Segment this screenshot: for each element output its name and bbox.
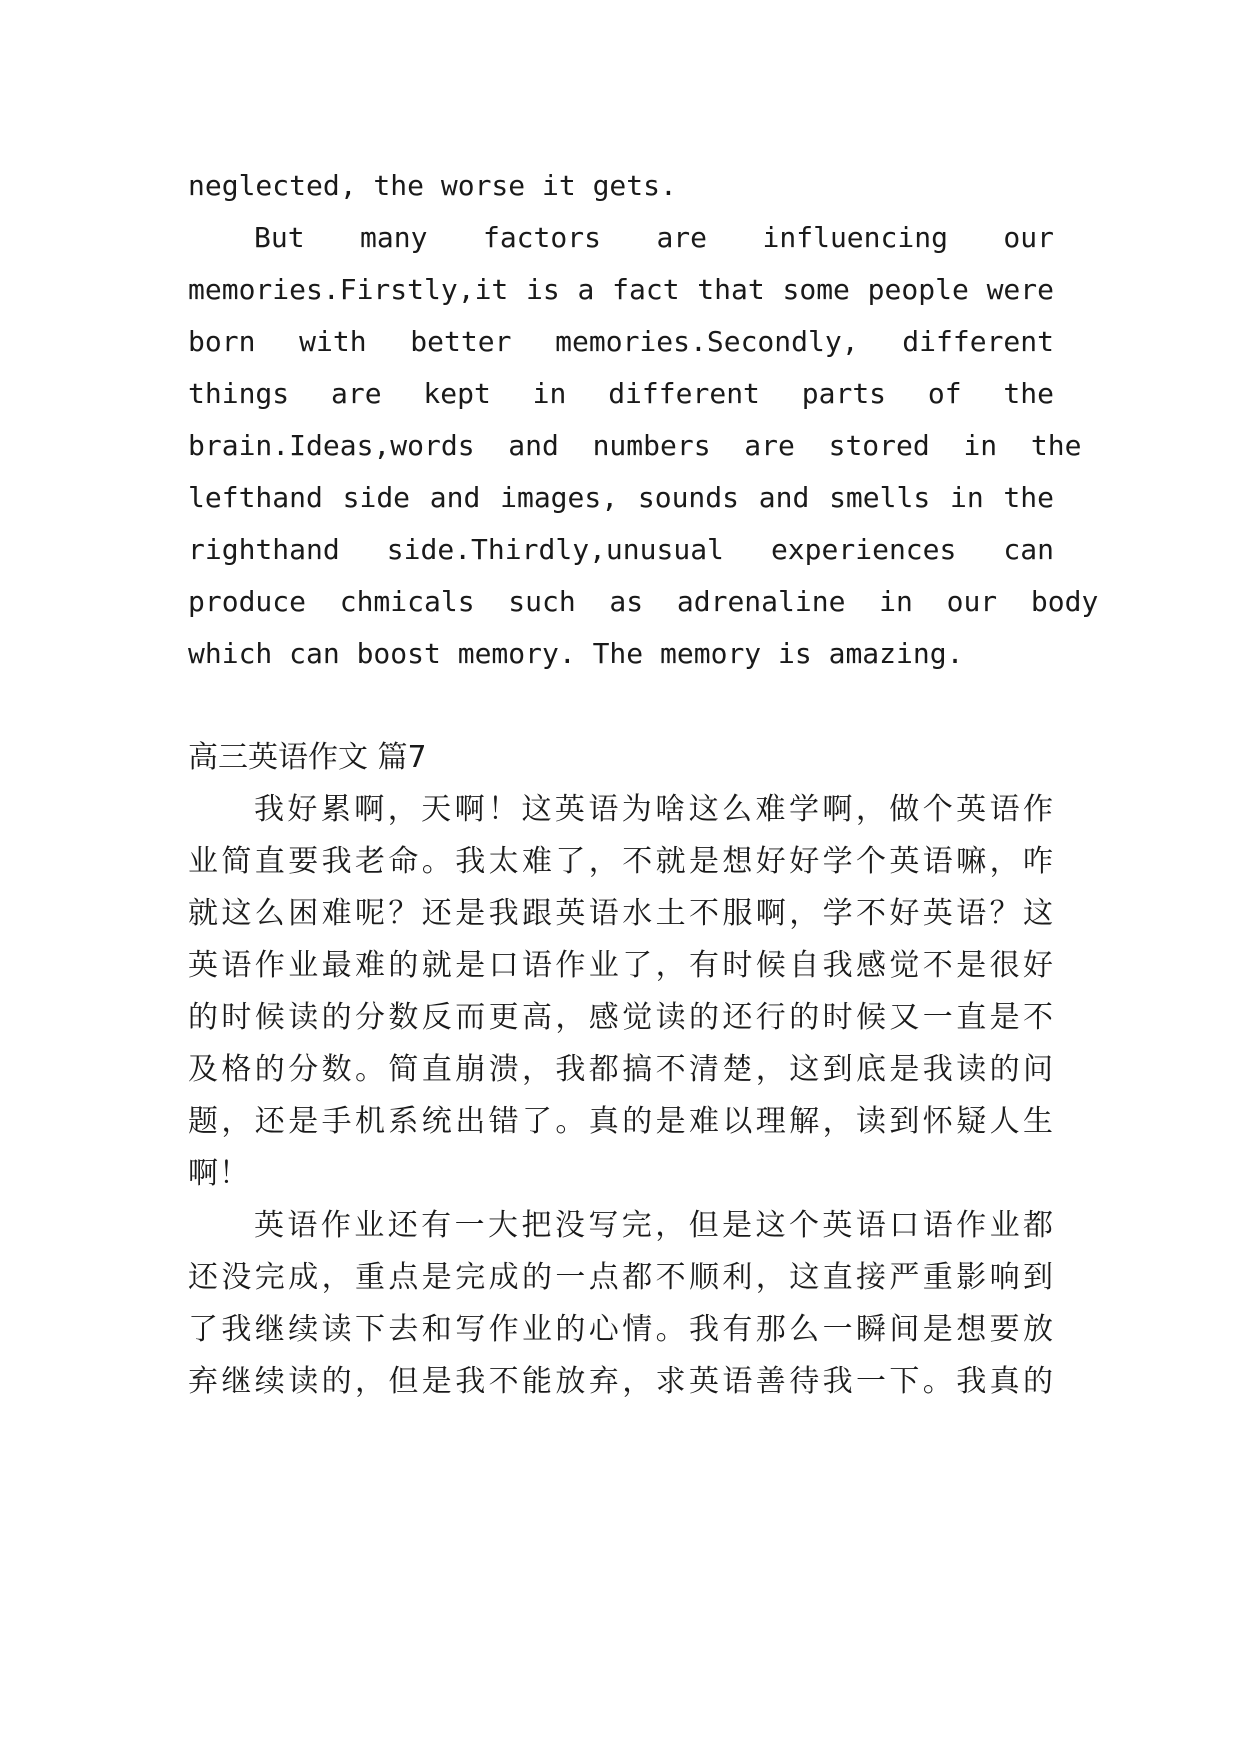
section-heading: 高三英语作文 篇7 [188,740,427,775]
text-line: which can boost memory. The memory is amazing. [188,637,964,670]
text-line: But many factors are influencing our [254,221,1054,254]
text-line: 就这么困难呢？还是我跟英语水土不服啊，学不好英语？这 [188,896,1054,931]
text-line: born with better memories.Secondly, different [188,325,1054,358]
text-line: 及格的分数。简直崩溃，我都搞不清楚，这到底是我读的问 [188,1052,1054,1087]
text-line: 了我继续读下去和写作业的心情。我有那么一瞬间是想要放 [188,1312,1054,1347]
text-line: neglected, the worse it gets. [188,169,677,202]
text-line: memories.Firstly,it is a fact that some people were [188,273,1054,306]
text-line: 弃继续读的，但是我不能放弃，求英语善待我一下。我真的 [188,1364,1054,1399]
text-line: produce chmicals such as adrenaline in our body [188,585,1099,618]
text-line: 我好累啊，天啊！这英语为啥这么难学啊，做个英语作 [254,792,1054,827]
text-line: 的时候读的分数反而更高，感觉读的还行的时候又一直是不 [188,1000,1054,1035]
text-line: 题，还是手机系统出错了。真的是难以理解，读到怀疑人生 [188,1104,1054,1139]
text-line: righthand side.Thirdly,unusual experiences can [188,533,1054,566]
text-line: 啊！ [188,1156,250,1191]
text-line: 业简直要我老命。我太难了，不就是想好好学个英语嘛，咋 [188,844,1054,879]
text-line: things are kept in different parts of the [188,377,1054,410]
text-line: brain.Ideas,words and numbers are stored in the [188,429,1082,462]
text-line: 英语作业最难的就是口语作业了，有时候自我感觉不是很好 [188,948,1054,983]
text-line: lefthand side and images, sounds and smells in the [188,481,1054,514]
text-line: 英语作业还有一大把没写完，但是这个英语口语作业都 [254,1208,1054,1243]
text-line: 还没完成，重点是完成的一点都不顺利，这直接严重影响到 [188,1260,1054,1295]
